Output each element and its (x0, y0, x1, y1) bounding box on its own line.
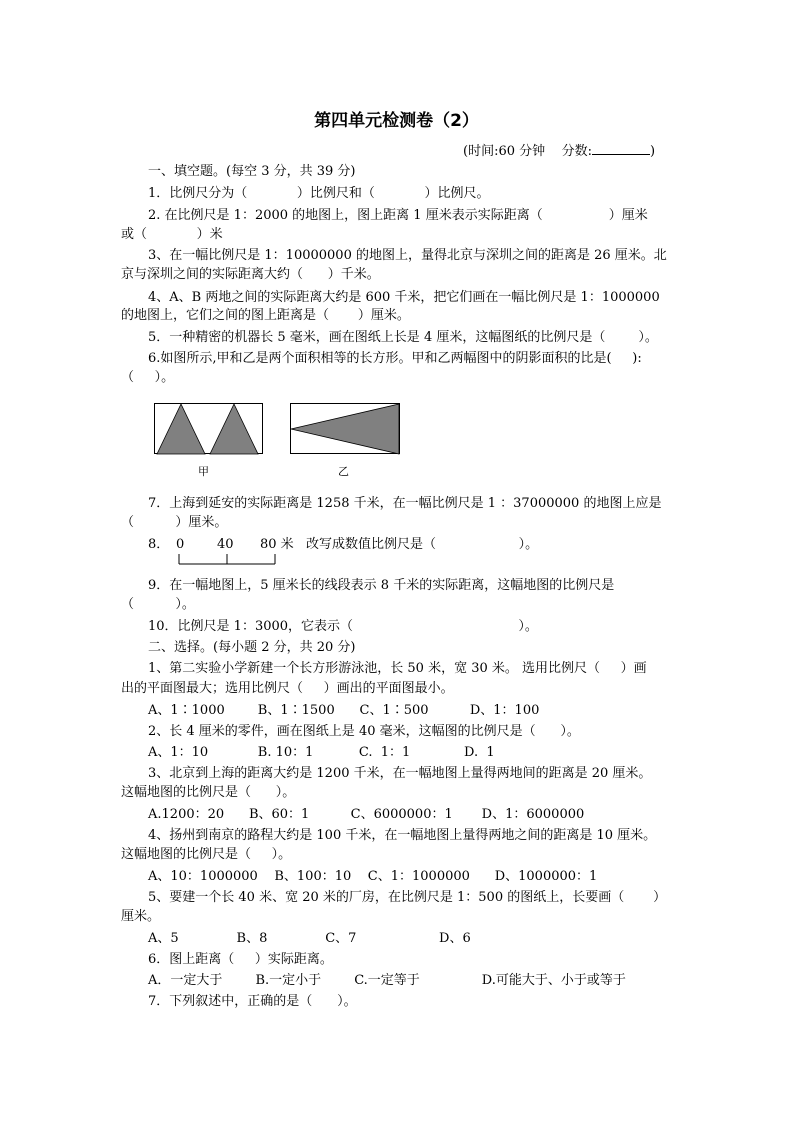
s2-line: 这幅地图的比例尺是（ ）。 (121, 785, 296, 800)
s2-line: 7．下列叙述中，正确的是（ ）。 (148, 994, 357, 1009)
s2-line: 5、要建一个长 40 米、宽 20 米的厂房，在比例尺是 1：500 的图纸上，长要画（ ） (148, 890, 667, 905)
s2-options: A、1∶1000 B、1∶1500 C、1∶500 D、1：100 (148, 703, 540, 718)
score-blank[interactable] (592, 142, 650, 155)
s2-line: 3、北京到上海的距离大约是 1200 千米，在一幅地图上量得两地间的距离是 20 厘米。 (148, 766, 652, 781)
s2-line: 4、扬州到南京的路程大约是 100 千米，在一幅地图上量得两地之间的距离是 10 厘米。 (148, 828, 657, 843)
s2-options: A、10：1000000 B、100：10 C、1：1000000 D、1000000：1 (148, 869, 598, 884)
s2-line: 出的平面图最大；选用比例尺（ ）画出的平面图最小。 (121, 681, 454, 696)
s2-line: 2、长 4 厘米的零件，画在图纸上是 40 毫米，这幅图的比例尺是（ ）。 (148, 724, 580, 739)
s2-line: 1、第二实验小学新建一个长方形游泳池，长 50 米，宽 30 米。 选用比例尺（ ）画 (148, 661, 647, 676)
s1-line: 4、A、B 两地之间的实际距离大约是 600 千米，把它们画在一幅比例尺是 1：1000000 (148, 290, 660, 305)
s1-line: （ ）厘米。 (121, 515, 228, 530)
s1-line: 7．上海到延安的实际距离是 1258 千米，在一幅比例尺是 1 ：37000000 的地图上应是 (148, 496, 662, 511)
s1-line: 2. 在比例尺是 1：2000 的地图上，图上距离 1 厘米表示实际距离（ ）厘米 (148, 208, 648, 223)
figure-jia (154, 403, 264, 455)
s2-options: A.1200：20 B、60：1 C、6000000：1 D、1：6000000 (148, 807, 585, 822)
scale-tick-label: 80 米 (260, 537, 294, 552)
scale-tick-label: 40 (217, 537, 234, 552)
s1-line: 或（ ）米 (121, 227, 223, 242)
s2-options: A、1：10 B. 10：1 C. 1：1 D. 1 (148, 745, 495, 760)
figure-jia-label: 甲 (198, 465, 209, 478)
s1-line: 9．在一幅地图上，5 厘米长的线段表示 8 千米的实际距离，这幅地图的比例尺是 (148, 578, 615, 593)
time-score-label: (时间:60 分钟 分数: (463, 144, 593, 159)
figure-yi (290, 403, 402, 455)
s1-line: 1．比例尺分为（ ）比例尺和（ ）比例尺。 (148, 186, 490, 201)
s2-options: A．一定大于 B.一定小于 C.一定等于 D.可能大于、小于或等于 (148, 973, 626, 988)
s1-line: （ ）。 (121, 597, 195, 612)
s2-line: 6．图上距离（ ）实际距离。 (148, 952, 333, 967)
s1-line: 的地图上，它们之间的图上距离是（ ）厘米。 (121, 308, 410, 323)
s1-line: 5．一种精密的机器长 5 毫米，画在图纸上长是 4 厘米，这幅图纸的比例尺是（ ）。 (148, 330, 658, 345)
section2-heading: 二、选择。(每小题 2 分，共 20 分) (148, 640, 356, 655)
s2-line: 厘米。 (121, 909, 161, 924)
s1-line: 6.如图所示,甲和乙是两个面积相等的长方形。甲和乙两幅图中的阴影面积的比是( ): (148, 351, 642, 366)
time-score-line (463, 142, 655, 160)
q8-text: 改写成数值比例尺是（ ）。 (306, 537, 539, 552)
section1-heading: 一、填空题。(每空 3 分，共 39 分) (148, 164, 356, 179)
s2-options: A、5 B、8 C、7 D、6 (148, 931, 471, 946)
s1-line: 10．比例尺是 1：3000，它表示（ ）。 (148, 619, 538, 634)
s1-line: 京与深圳之间的实际距离大约（ ）千米。 (121, 267, 380, 282)
s2-line: 这幅地图的比例尺是（ ）。 (121, 847, 292, 862)
page-title: 第四单元检测卷（2） (314, 111, 479, 131)
time-score-close: ) (650, 144, 656, 159)
s1-line: （ ）。 (121, 370, 175, 385)
scale-tick-label: 0 (176, 537, 185, 552)
figure-yi-label: 乙 (338, 465, 349, 478)
s1-line: 3、在一幅比例尺是 1：10000000 的地图上，量得北京与深圳之间的距离是 26 厘米。北 (148, 248, 667, 263)
line-scale (178, 551, 278, 567)
q8-number: 8． (148, 537, 170, 552)
